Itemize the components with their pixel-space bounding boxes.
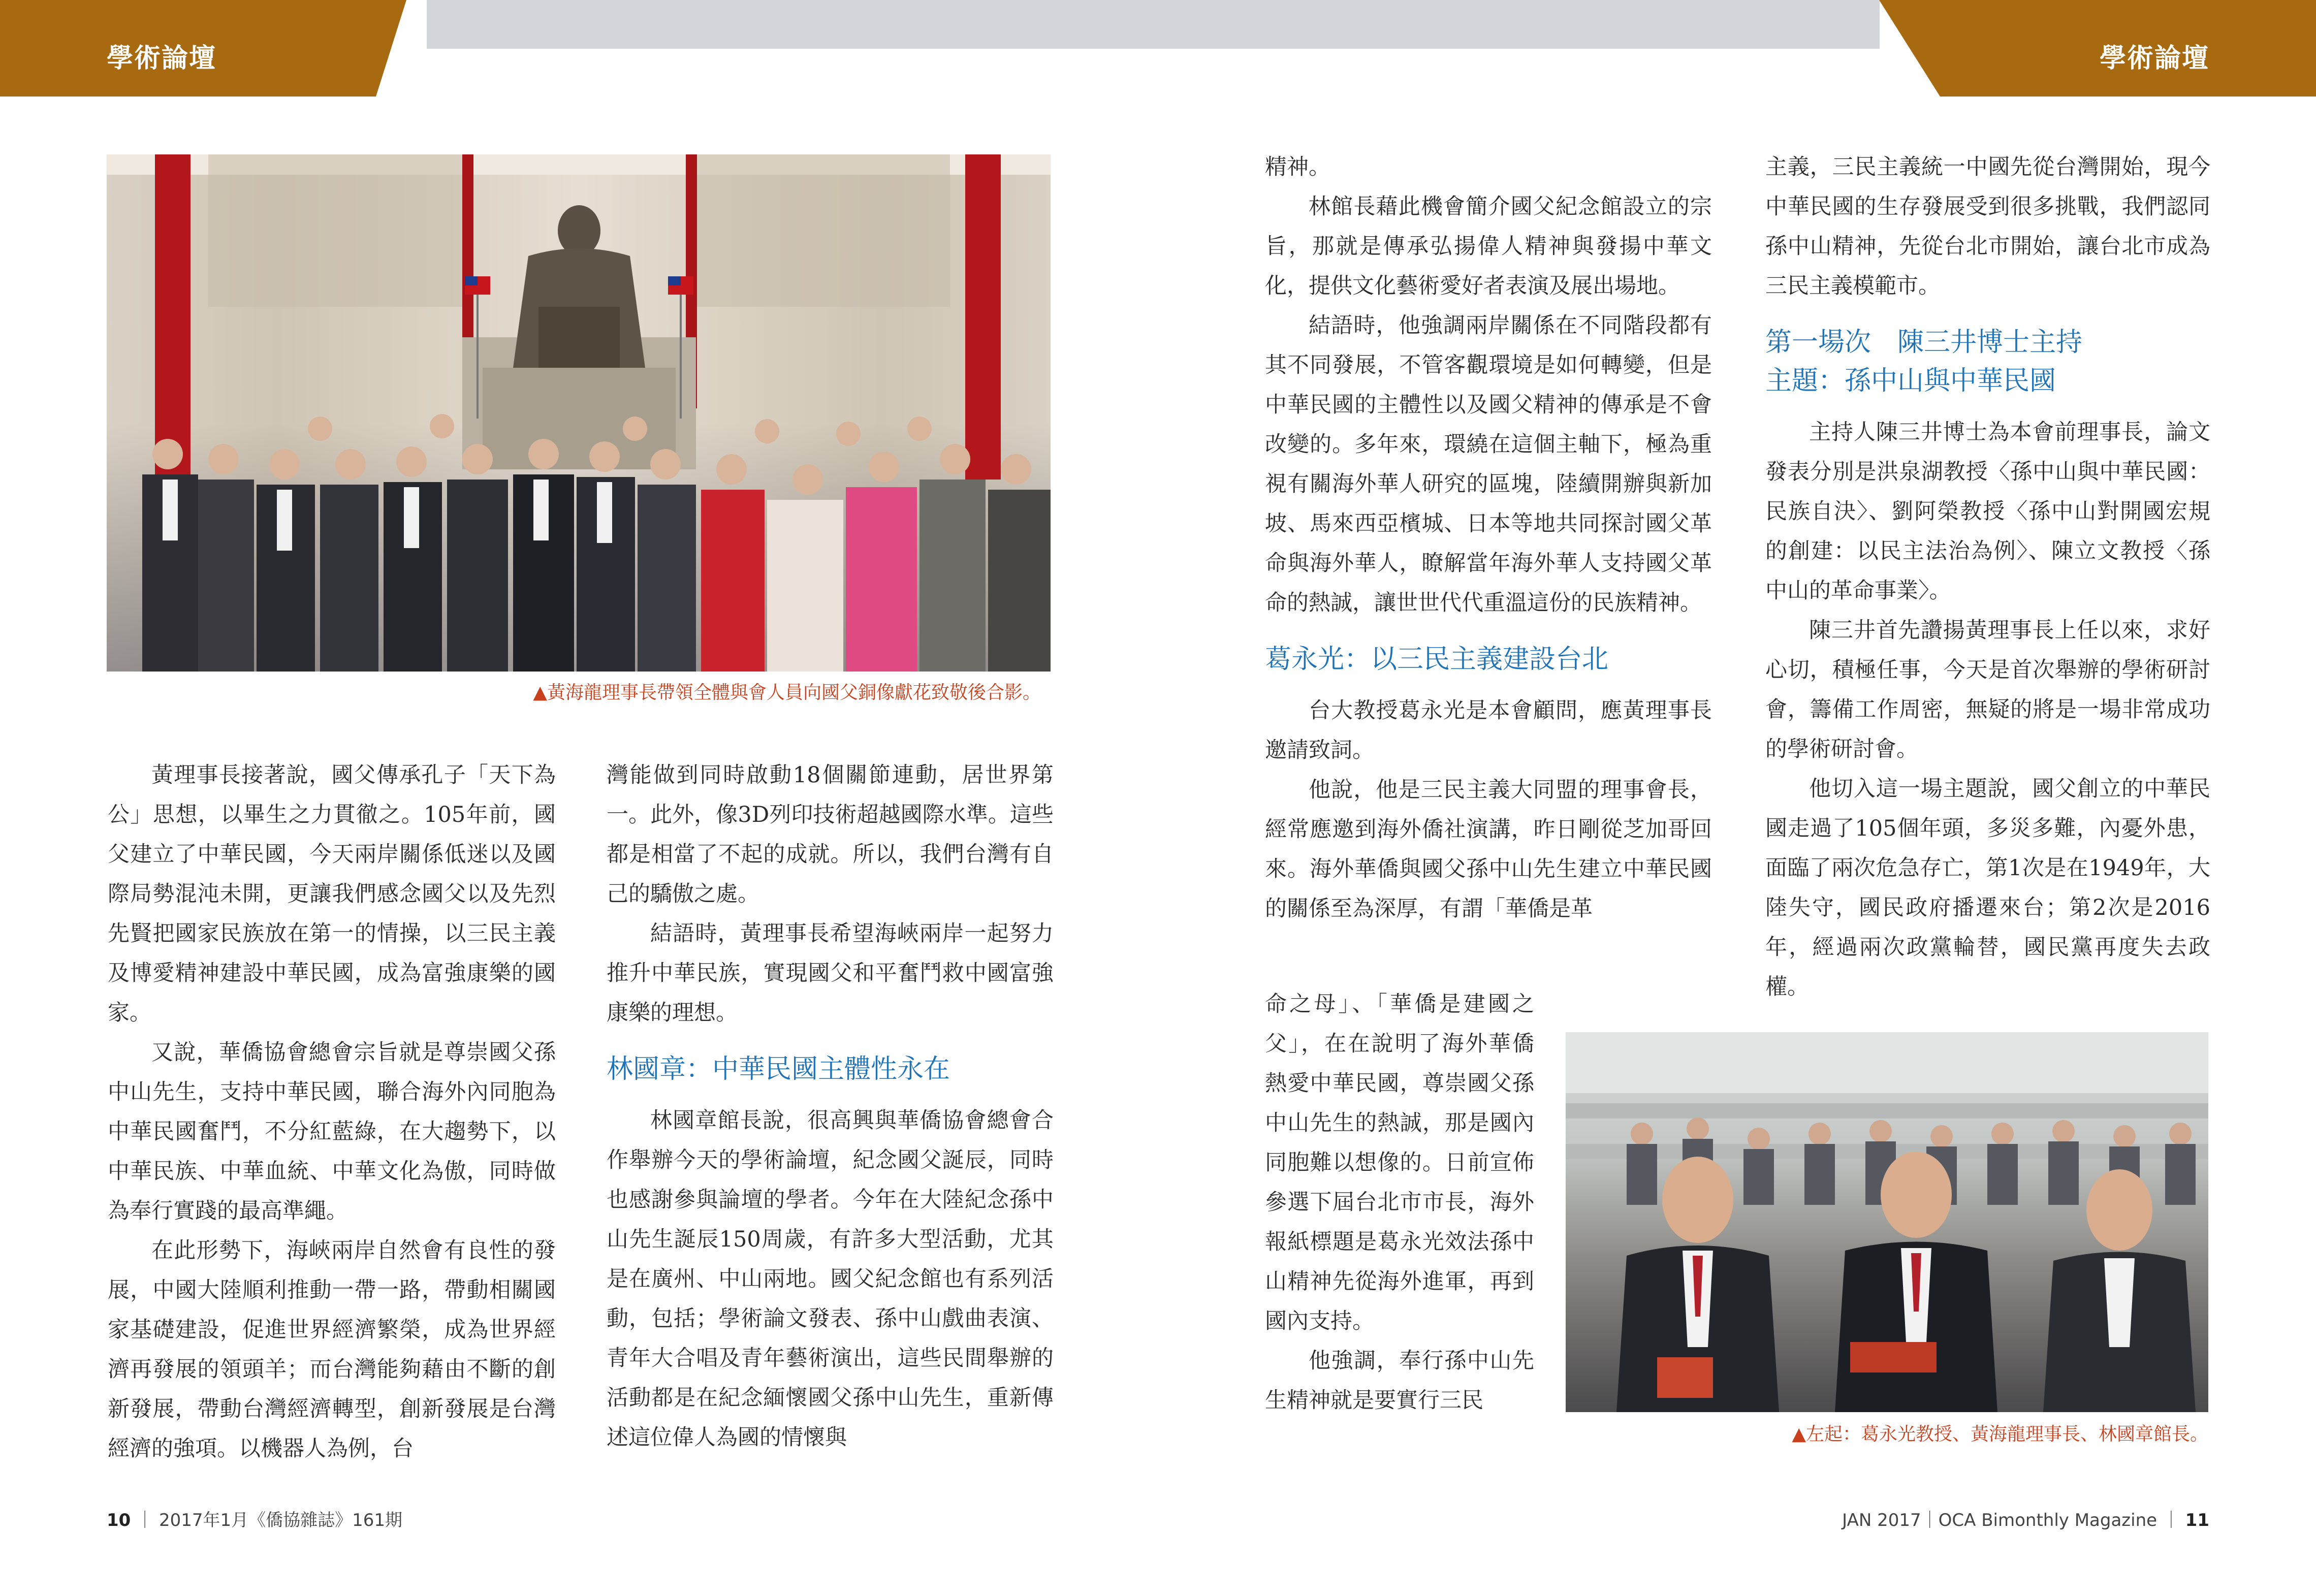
section-heading: 葛永光：以三民主義建設台北	[1265, 644, 1609, 675]
paragraph: 結語時，黃理事長希望海峽兩岸一起努力推升中華民族，實現國父和平奮鬥救中國富強康樂的理想。	[607, 921, 1054, 1026]
footer-right	[1842, 1506, 2209, 1531]
page-number-right: 11	[2185, 1510, 2209, 1530]
paragraph: 在此形勢下，海峽兩岸自然會有良性的發展，中國大陸順利推動一帶一路，帶動相關國家基礎建設，促進世界經濟繁榮，成為世界經濟再發展的領頭羊；而台灣能夠藉由不斷的創新發展，帶動台灣經濟轉型，創新發展是台灣經濟的強項。以機器人為例，台	[108, 1238, 556, 1461]
paragraph: 台大教授葛永光是本會顧問，應黃理事長邀請致詞。	[1265, 698, 1712, 763]
section-title-right: 學術論壇	[2099, 43, 2209, 74]
paragraph: 命之母」、「華僑是建國之父」，在在說明了海外華僑熱愛中華民國，尊崇國父孫中山先生的熱誠，那是國內同胞難以想像的。日前宣佈參選下屆台北市市長，海外報紙標題是葛永光效法孫中山精神先從海外進軍，再到國內支持。	[1265, 992, 1534, 1334]
footer-text-left: ｜ 2017年1月《僑協雜誌》161期	[136, 1510, 403, 1530]
article-column-3	[1265, 147, 1712, 929]
photo-caption-2: ▲左起：葛永光教授、黃海龍理事長、林國章館長。	[1792, 1424, 2208, 1445]
section-heading: 林國章：中華民國主體性永在	[607, 1054, 950, 1084]
heading-line: 第一場次 陳三井博士主持	[1765, 327, 2083, 358]
heading-line: 主題：孫中山與中華民國	[1765, 366, 2056, 396]
article-column-3-wrap	[1265, 984, 1534, 1420]
header-bar-right	[1879, 0, 2316, 97]
paragraph: 主持人陳三井博士為本會前理事長，論文發表分別是洪泉湖教授〈孫中山與中華民國：民族自決〉、劉阿榮教授〈孫中山對開國宏規的創建：以民主法治為例〉、陳立文教授〈孫中山的革命事業〉。	[1765, 420, 2210, 603]
paragraph: 他切入這一場主題說，國父創立的中華民國走過了105個年頭，多災多難，內憂外患，面臨了兩次危急存亡，第1次是在1949年，大陸失守，國民政府播遷來台；第2次是2016年，經過兩次政黨輪替，國民黨再度失去政權。	[1765, 776, 2210, 1000]
paragraph: 他說，他是三民主義大同盟的理事會長，經常應邀到海外僑社演講，昨日剛從芝加哥回來。海外華僑與國父孫中山先生建立中華民國的關係至為深厚，有謂「華僑是革	[1265, 777, 1712, 921]
paragraph: 林國章館長說，很高興與華僑協會總會合作舉辦今天的學術論壇，紀念國父誕辰，同時也感謝參與論壇的學者。今年在大陸紀念孫中山先生誕辰150周歲，有許多大型活動，尤其是在廣州、中山兩地。國父紀念館也有系列活動，包括；學術論文發表、孫中山戲曲表演、青年大合唱及青年藝術演出，這些民間舉辦的活動都是在紀念緬懷國父孫中山先生，重新傳述這位偉人為國的情懷與	[607, 1108, 1054, 1450]
paragraph: 黃理事長接著說，國父傳承孔子「天下為公」思想，以畢生之力貫徹之。105年前，國父建立了中華民國，今天兩岸關係低迷以及國際局勢混沌未開，更讓我們感念國父以及先烈先賢把國家民族放在第一的情操，以三民主義及博愛精神建設中華民國，成為富強康樂的國家。	[108, 762, 556, 1026]
paragraph: 主義，三民主義統一中國先從台灣開始，現今中華民國的生存發展受到很多挑戰，我們認同孫中山精神，先從台北市開始，讓台北市成為三民主義模範市。	[1765, 154, 2210, 299]
paragraph: 灣能做到同時啟動18個關節連動，居世界第一。此外，像3D列印技術超越國際水準。這些都是相當了不起的成就。所以，我們台灣有自己的驕傲之處。	[607, 762, 1054, 907]
group-photo	[107, 154, 1051, 672]
section-heading	[1765, 323, 2210, 400]
paragraph: 他強調，奉行孫中山先生精神就是要實行三民	[1265, 1348, 1534, 1413]
paragraph: 林館長藉此機會簡介國父紀念館設立的宗旨，那就是傳承弘揚偉人精神與發揚中華文化，提供文化藝術愛好者表演及展出場地。	[1265, 194, 1712, 299]
footer-left	[107, 1506, 402, 1531]
paragraph: 結語時，他強調兩岸關係在不同階段都有其不同發展，不管客觀環境是如何轉變，但是中華民國的主體性以及國父精神的傳承是不會改變的。多年來，環繞在這個主軸下，極為重視有關海外華人研究的區塊，陸續開辦與新加坡、馬來西亞檳城、日本等地共同探討國父革命與海外華人，瞭解當年海外華人支持國父革命的熱誠，讓世世代代重溫這份的民族精神。	[1265, 313, 1712, 616]
article-column-1	[108, 755, 556, 1469]
forum-photo	[1566, 1032, 2208, 1412]
header-grey-tab	[427, 0, 1880, 49]
photo-caption-1: ▲黃海龍理事長帶領全體與會人員向國父銅像獻花致敬後合影。	[533, 682, 1041, 703]
page-number-left: 10	[107, 1510, 131, 1530]
paragraph: 又說，華僑協會總會宗旨就是尊崇國父孫中山先生，支持中華民國，聯合海外內同胞為中華民國奮鬥，不分紅藍綠，在大趨勢下，以中華民族、中華血統、中華文化為傲，同時做為奉行實踐的最高準繩。	[108, 1040, 556, 1224]
paragraph: 精神。	[1265, 154, 1330, 180]
article-column-4	[1765, 147, 2210, 1007]
paragraph: 陳三井首先讚揚黃理事長上任以來，求好心切，積極任事，今天是首次舉辦的學術研討會，籌備工作周密，無疑的將是一場非常成功的學術研討會。	[1765, 618, 2210, 762]
article-column-2	[607, 755, 1054, 1457]
section-title-left: 學術論壇	[107, 43, 217, 74]
footer-text-right: JAN 2017｜OCA Bimonthly Magazine ｜	[1842, 1510, 2180, 1530]
